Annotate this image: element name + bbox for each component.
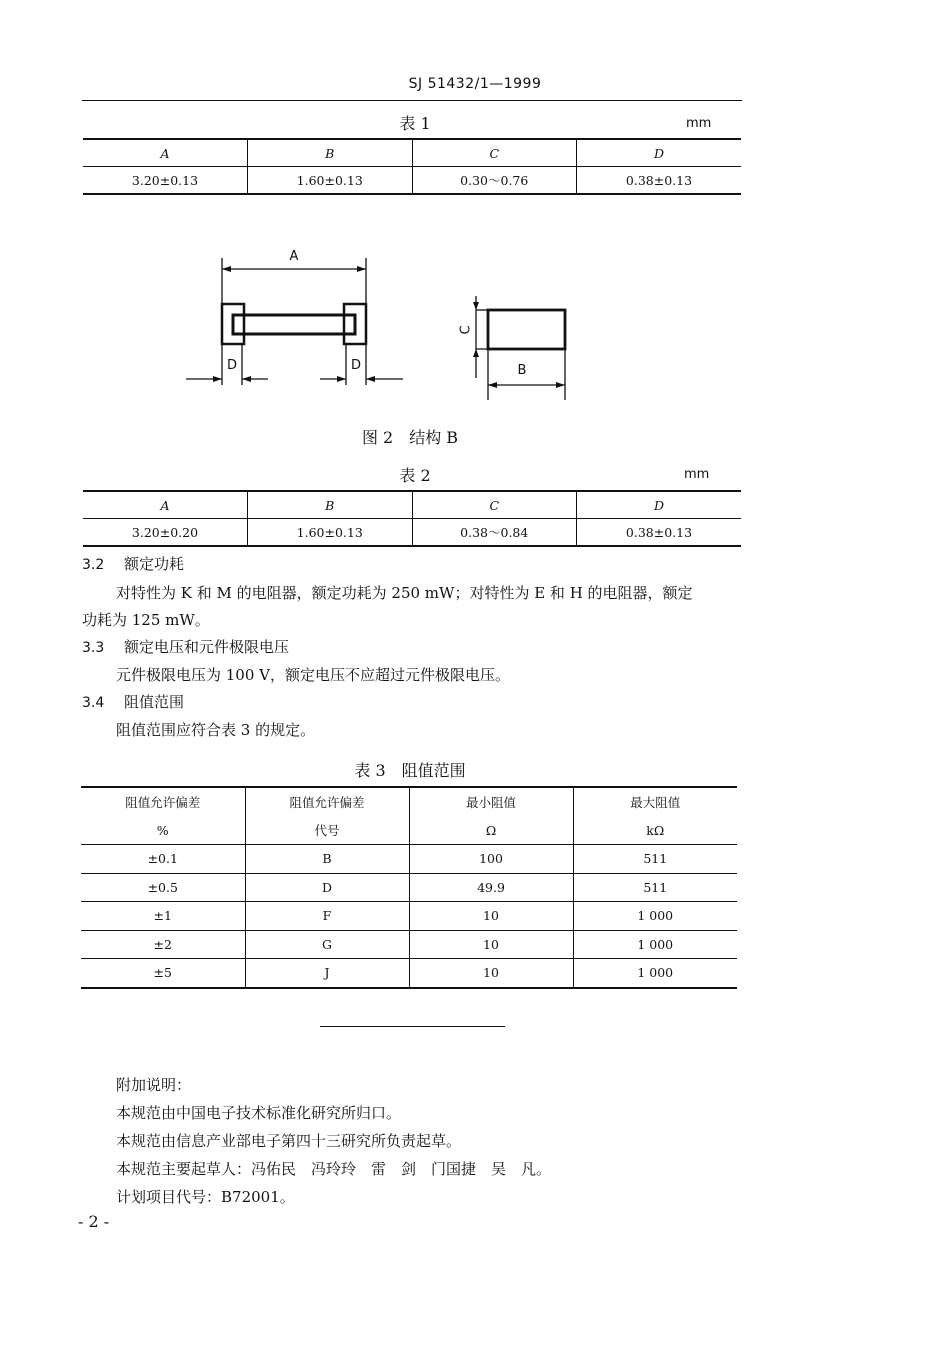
table3-cell: D	[245, 873, 409, 902]
table3-cell: ±0.5	[81, 873, 245, 902]
table-row	[81, 959, 737, 988]
table3-cell: 10	[409, 959, 573, 988]
section-title: 阻值范围	[124, 693, 185, 711]
table1-col-b: B	[248, 139, 413, 167]
table-row	[81, 845, 737, 874]
table1-caption: 表 1	[399, 114, 431, 133]
table3-header: 最小阻值	[409, 787, 573, 816]
table3-unit: Ω	[409, 816, 573, 845]
section-3-3-heading	[82, 636, 289, 657]
notes-line: 本规范主要起草人：冯佑民 冯玲玲 雷 剑 门国捷 吴 凡。	[116, 1160, 552, 1178]
table3-cell: 1 000	[573, 959, 737, 988]
table3-cell: ±0.1	[81, 845, 245, 874]
table3-cell: 1 000	[573, 902, 737, 931]
table3-unit: %	[81, 816, 245, 845]
table2-caption: 表 2	[399, 466, 431, 485]
table-row	[81, 873, 737, 902]
table3-cell: 100	[409, 845, 573, 874]
table1-unit: mm	[686, 116, 712, 131]
table1-col-a: A	[83, 139, 248, 167]
table1-cell: 0.30～0.76	[412, 167, 577, 195]
table1-cell: 3.20±0.13	[131, 172, 199, 188]
notes-title: 附加说明：	[116, 1076, 192, 1094]
table3-cell: J	[245, 959, 409, 988]
table3-unit: 代号	[245, 816, 409, 845]
notes-line: 本规范由信息产业部电子第四十三研究所负责起草。	[116, 1132, 462, 1150]
table3-cell: B	[245, 845, 409, 874]
table3-header-row	[81, 787, 737, 816]
table2-col-a: A	[83, 491, 248, 519]
table-row	[81, 930, 737, 959]
table3-cell: 49.9	[409, 873, 573, 902]
table1-cell: 1.60±0.13	[248, 167, 413, 195]
section-number: 3.2	[82, 557, 105, 573]
table2-col-b: B	[248, 491, 413, 519]
table3-header: 阻值允许偏差	[245, 787, 409, 816]
table2-cell: 1.60±0.13	[248, 519, 413, 547]
table2-col-c: C	[412, 491, 577, 519]
table2-header-row	[83, 491, 741, 519]
notes-line: 计划项目代号：B72001。	[116, 1188, 295, 1206]
table-row	[81, 902, 737, 931]
fig-label-a: A	[289, 249, 299, 264]
table3-unit-row	[81, 816, 737, 845]
table2-cell: 0.38～0.84	[412, 519, 577, 547]
section-3-4-heading	[82, 691, 184, 712]
table3-caption: 表 3 阻值范围	[354, 761, 466, 780]
fig-label-d-left: D	[226, 358, 238, 373]
resistor-side-view	[222, 304, 366, 344]
table1-cell: 0.38±0.13	[577, 167, 742, 195]
end-separator-rule	[320, 1026, 505, 1027]
section-title: 额定功耗	[124, 555, 185, 573]
table3-cell: 511	[573, 873, 737, 902]
table1-col-c: C	[412, 139, 577, 167]
table2-cell: 3.20±0.20	[131, 524, 199, 540]
table3-cell: F	[245, 902, 409, 931]
notes-line: 本规范由中国电子技术标准化研究所归口。	[116, 1104, 402, 1122]
fig-label-b: B	[517, 363, 527, 378]
table3-cell: G	[245, 930, 409, 959]
table3-unit: kΩ	[573, 816, 737, 845]
table3-header: 最大阻值	[573, 787, 737, 816]
section-3-4-line1: 阻值范围应符合表 3 的规定。	[116, 721, 316, 739]
table2-unit: mm	[684, 467, 710, 482]
table3-cell: 10	[409, 902, 573, 931]
table2	[83, 490, 741, 547]
page-number: - 2 -	[78, 1212, 110, 1231]
table3	[81, 786, 737, 989]
section-title: 额定电压和元件极限电压	[124, 638, 290, 656]
table3-cell: ±1	[81, 902, 245, 931]
section-3-2-line1: 对特性为 K 和 M 的电阻器，额定功耗为 250 mW；对特性为 E 和 H 的电阻器，额定	[116, 584, 693, 602]
fig-label-c: C	[458, 325, 474, 335]
table3-cell: 1 000	[573, 930, 737, 959]
dimension-arrows	[213, 266, 565, 388]
table2-cell: 0.38±0.13	[577, 519, 742, 547]
table3-cell: 511	[573, 845, 737, 874]
table2-row	[83, 519, 741, 547]
section-number: 3.3	[82, 640, 105, 656]
section-3-2-heading	[82, 553, 184, 574]
table3-cell: ±2	[81, 930, 245, 959]
section-3-3-line1: 元件极限电压为 100 V，额定电压不应超过元件极限电压。	[116, 666, 511, 684]
table1-col-d: D	[577, 139, 742, 167]
figure2-caption: 图 2 结构 B	[361, 428, 459, 447]
table3-header: 阻值允许偏差	[125, 795, 201, 810]
table3-cell: 10	[409, 930, 573, 959]
document-code: SJ 51432/1—1999	[408, 76, 542, 92]
section-number: 3.4	[82, 695, 105, 711]
table2-col-d: D	[577, 491, 742, 519]
fig-label-d-right: D	[350, 358, 362, 373]
table3-cell: ±5	[153, 965, 172, 981]
figure2-structure-b	[0, 0, 950, 420]
resistor-end-view	[488, 310, 565, 349]
section-3-2-line2: 功耗为 125 mW。	[82, 611, 210, 629]
